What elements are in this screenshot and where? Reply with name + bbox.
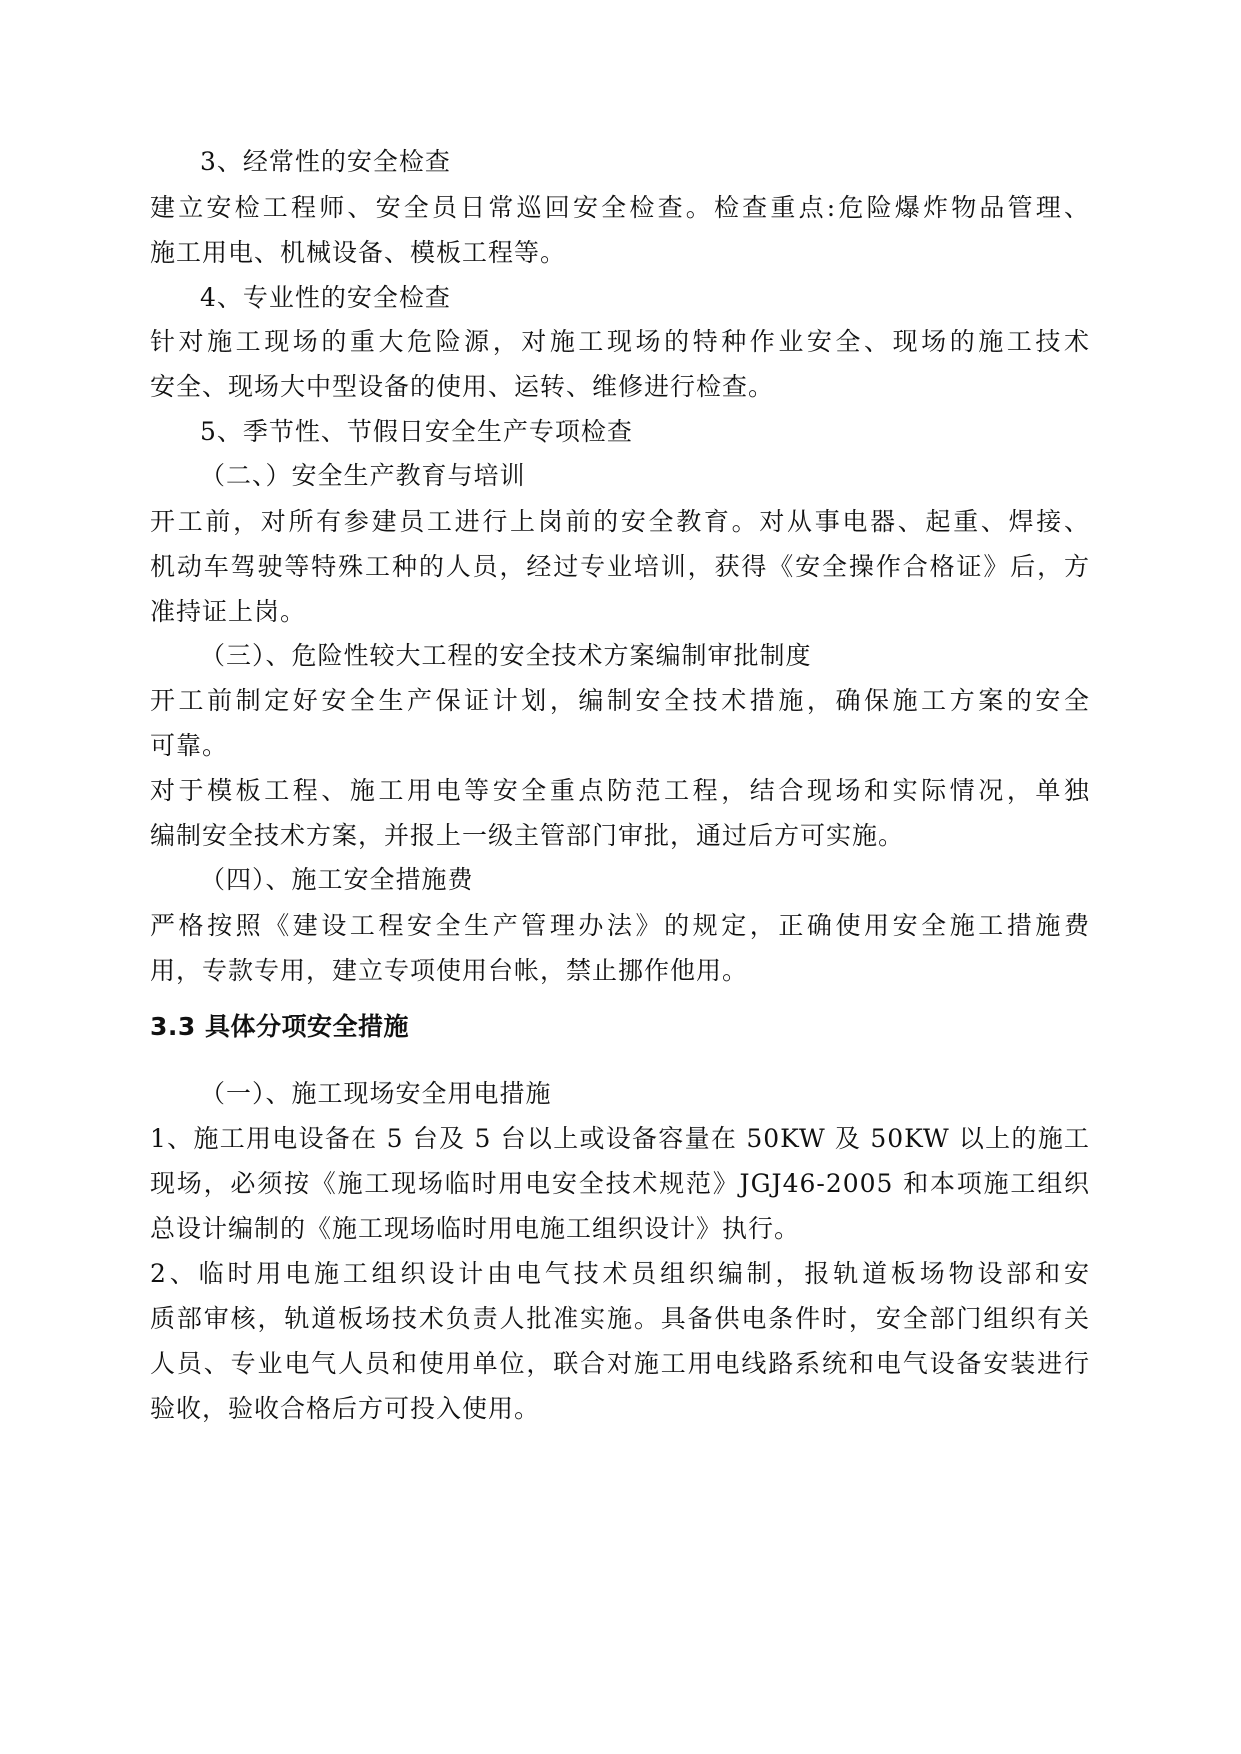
paragraph-line: 对于模板工程、施工用电等安全重点防范工程，结合现场和实际情况，单独 <box>150 776 1090 805</box>
item-5-title: 5、季节性、节假日安全生产专项检查 <box>200 417 633 446</box>
paragraph-line: 用，专款专用，建立专项使用台帐，禁止挪作他用。 <box>150 956 749 985</box>
paragraph-line: 1、施工用电设备在 5 台及 5 台以上或设备容量在 50KW 及 50KW 以上的施工 <box>150 1124 1090 1153</box>
paragraph-line: 人员、专业电气人员和使用单位，联合对施工用电线路系统和电气设备安装进行 <box>150 1349 1090 1378</box>
section-2-title: （二、）安全生产教育与培训 <box>200 461 526 490</box>
paragraph-line: 安全、现场大中型设备的使用、运转、维修进行检查。 <box>150 372 775 401</box>
paragraph-line: 质部审核，轨道板场技术负责人批准实施。具备供电条件时，安全部门组织有关 <box>150 1304 1090 1333</box>
paragraph-line: 针对施工现场的重大危险源，对施工现场的特种作业安全、现场的施工技术 <box>150 327 1090 356</box>
paragraph-line: 验收，验收合格后方可投入使用。 <box>150 1394 541 1423</box>
subsection-1-title: （一）、施工现场安全用电措施 <box>200 1079 552 1108</box>
section-4-title: （四）、施工安全措施费 <box>200 865 474 894</box>
item-4-title: 4、专业性的安全检查 <box>200 283 451 312</box>
paragraph-line: 现场，必须按《施工现场临时用电安全技术规范》JGJ46-2005 和本项施工组织 <box>150 1169 1090 1198</box>
paragraph-line: 2、临时用电施工组织设计由电气技术员组织编制，报轨道板场物设部和安 <box>150 1259 1090 1288</box>
paragraph-line: 开工前，对所有参建员工进行上岗前的安全教育。对从事电器、起重、焊接、 <box>150 507 1090 536</box>
section-heading: 3.3 具体分项安全措施 <box>150 1012 409 1041</box>
paragraph-line: 准持证上岗。 <box>150 597 307 626</box>
paragraph-line: 施工用电、机械设备、模板工程等。 <box>150 238 567 267</box>
paragraph-line: 严格按照《建设工程安全生产管理办法》的规定，正确使用安全施工措施费 <box>150 911 1090 940</box>
paragraph-line: 开工前制定好安全生产保证计划，编制安全技术措施，确保施工方案的安全 <box>150 686 1090 715</box>
section-3-title: （三）、危险性较大工程的安全技术方案编制审批制度 <box>200 641 812 670</box>
paragraph-line: 机动车驾驶等特殊工种的人员，经过专业培训，获得《安全操作合格证》后，方 <box>150 552 1090 581</box>
paragraph-line: 建立安检工程师、安全员日常巡回安全检查。检查重点:危险爆炸物品管理、 <box>150 193 1090 222</box>
paragraph-line: 可靠。 <box>150 731 229 760</box>
item-3-title: 3、经常性的安全检查 <box>200 147 451 176</box>
paragraph-line: 编制安全技术方案，并报上一级主管部门审批，通过后方可实施。 <box>150 821 905 850</box>
paragraph-line: 总设计编制的《施工现场临时用电施工组织设计》执行。 <box>150 1214 801 1243</box>
